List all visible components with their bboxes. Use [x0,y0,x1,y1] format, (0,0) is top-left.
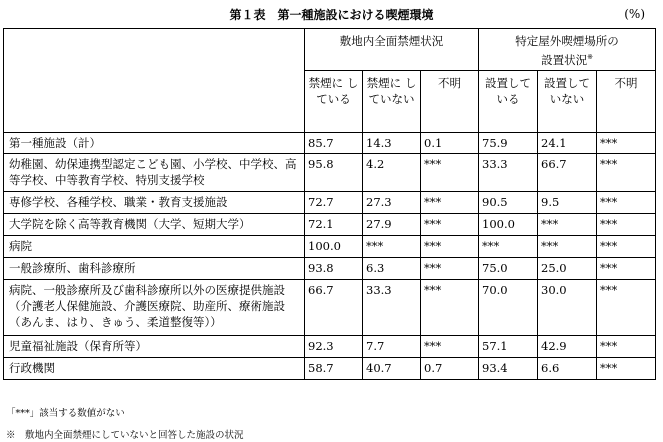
cell-value: 0.1 [421,133,479,154]
table-row [4,236,656,258]
cell-value: 27.9 [363,214,421,236]
row-label: 大学院を除く高等教育機関（大学、短期大学） [4,214,305,236]
cell-value: *** [597,214,656,236]
cell-value: 85.7 [305,133,363,154]
cell-value: 0.7 [421,358,479,380]
cell-value: 92.3 [305,336,363,358]
row-label: 行政機関 [4,358,305,380]
cell-value: 27.3 [363,192,421,214]
sub-header-unknown-1: 不明 [421,71,479,133]
table-row [4,258,656,280]
cell-value: 30.0 [538,280,597,336]
header-outdoor-line2: 設置状況 [541,52,588,67]
table-row [4,192,656,214]
cell-value: 40.7 [363,358,421,380]
cell-value: 6.3 [363,258,421,280]
cell-value: 24.1 [538,133,597,154]
row-label: 第一種施設（計） [4,133,305,154]
cell-value: *** [421,336,479,358]
table-row [4,154,656,192]
cell-value: 6.6 [538,358,597,380]
cell-value: *** [597,336,656,358]
header-note-mark: ※ [587,53,593,61]
cell-value: 4.2 [363,154,421,192]
cell-value: 100.0 [305,236,363,258]
cell-value: *** [597,192,656,214]
cell-value: 100.0 [479,214,538,236]
cell-value: 9.5 [538,192,597,214]
smoking-environment-table [3,28,656,380]
cell-value: 70.0 [479,280,538,336]
cell-value: 66.7 [305,280,363,336]
footnote-no-data: 「***」該当する数値がない [6,408,125,419]
cell-value: 33.3 [363,280,421,336]
cell-value: *** [363,236,421,258]
table-row [4,358,656,380]
cell-value: *** [421,192,479,214]
footnote-asterisk: ※ 敷地内全面禁煙にしていないと回答した施設の状況 [6,430,244,441]
sub-header-not-smoke-free: 禁煙に していない [363,71,421,133]
row-label: 病院 [4,236,305,258]
sub-header-not-installed: 設置していない [538,71,597,133]
cell-value: 42.9 [538,336,597,358]
cell-value: *** [421,154,479,192]
row-label: 児童福祉施設（保育所等） [4,336,305,358]
row-label: 専修学校、各種学校、職業・教育支援施設 [4,192,305,214]
cell-value: 90.5 [479,192,538,214]
cell-value: *** [597,280,656,336]
header-outdoor-smoking-area [479,29,656,71]
row-label: 一般診療所、歯科診療所 [4,258,305,280]
cell-value: *** [538,214,597,236]
cell-value: 66.7 [538,154,597,192]
cell-value: 72.7 [305,192,363,214]
cell-value: *** [421,258,479,280]
cell-value: *** [538,236,597,258]
cell-value: *** [597,358,656,380]
cell-value: *** [597,133,656,154]
row-label: 病院、一般診療所及び歯科診療所以外の医療提供施設（介護老人保健施設、介護医療院、助産所、療術施設（あんま、はり、きゅう、柔道整復等）） [4,280,305,336]
header-smoke-free-premises: 敷地内全面禁煙状況 [305,29,479,71]
cell-value: *** [597,236,656,258]
cell-value: 93.4 [479,358,538,380]
cell-value: 72.1 [305,214,363,236]
sub-header-smoke-free: 禁煙に している [305,71,363,133]
category-header [4,29,305,133]
cell-value: 93.8 [305,258,363,280]
cell-value: 75.9 [479,133,538,154]
cell-value: *** [479,236,538,258]
cell-value: 7.7 [363,336,421,358]
table-row [4,336,656,358]
table-row [4,214,656,236]
cell-value: 33.3 [479,154,538,192]
table-row [4,133,656,154]
table-row [4,280,656,336]
cell-value: 58.7 [305,358,363,380]
cell-value: 25.0 [538,258,597,280]
unit-label: (%) [624,7,645,21]
cell-value: 95.8 [305,154,363,192]
cell-value: *** [597,258,656,280]
cell-value: 57.1 [479,336,538,358]
sub-header-installed: 設置している [479,71,538,133]
row-label: 幼稚園、幼保連携型認定こども園、小学校、中学校、高等学校、中等教育学校、特別支援学校 [4,154,305,192]
cell-value: 14.3 [363,133,421,154]
table-title: 第１表 第一種施設における喫煙環境 [229,8,434,22]
sub-header-unknown-2: 不明 [597,71,656,133]
cell-value: *** [421,214,479,236]
cell-value: *** [421,280,479,336]
cell-value: *** [421,236,479,258]
cell-value: *** [597,154,656,192]
header-outdoor-line1: 特定屋外喫煙場所の [515,34,619,48]
cell-value: 75.0 [479,258,538,280]
